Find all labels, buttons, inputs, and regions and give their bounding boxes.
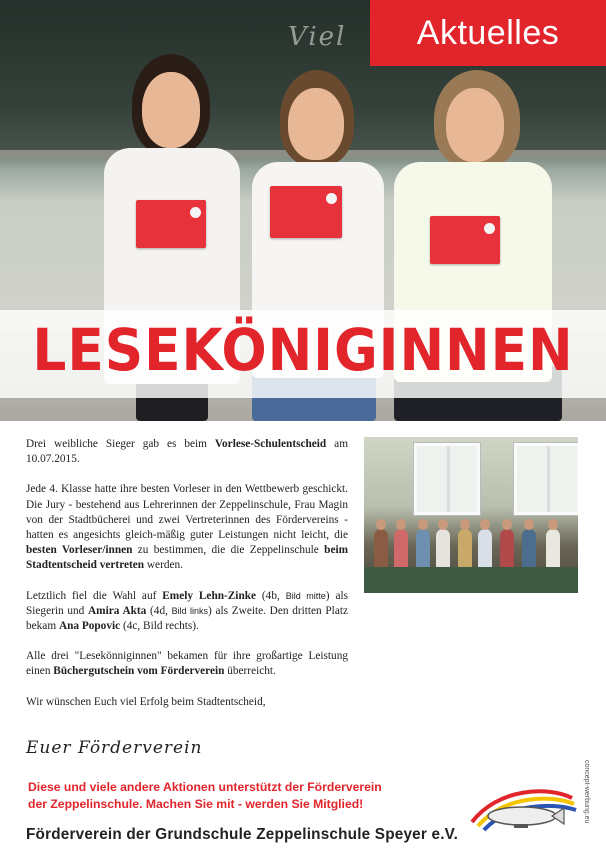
signature: Euer Förderverein [26,738,203,758]
child-figure [458,529,472,569]
child-figure [546,529,560,569]
article-paragraph-5: Wir wünschen Euch viel Erfolg beim Stadtentscheid, [26,695,266,708]
zeppelin-logo [468,782,578,834]
voucher-card-right [430,216,500,264]
section-label: Aktuelles [370,0,606,66]
classroom-floor [364,567,578,593]
child-figure [500,529,514,569]
page-title: LESEKÖNIGINNEN [32,316,574,384]
article-body [26,437,348,725]
membership-appeal [28,779,458,813]
appeal-line-1: Diese und viele andere Aktionen unterstützt der Förderverein [28,780,382,794]
child-figure [478,529,492,569]
article-paragraph-2: Jede 4. Klasse hatte ihre besten Vorleser in den Wettbewerb geschickt. Die Jury - bestehend aus Lehrerinnen der Zeppelinschule, Frau Magin von der Stadtbücherei und zwei Vertreterinnen des Fördervereins - hatten es angesichts gleich-mäßig guter Leistungen nicht leicht, die besten Vorleser/innen zu bestimmen, die die Zeppelinschule beim Stadtentscheid vertreten werden. [26,483,349,572]
child-figure [394,529,408,569]
classroom-photo [364,437,578,593]
window [414,443,480,515]
appeal-line-2: der Zeppelinschule. Machen Sie mit - werden Sie Mitglied! [28,797,364,811]
article-paragraph-1: Drei weibliche Sieger gab es beim Vorlese-Schulentscheid am 10.07.2015. [26,438,348,466]
child-figure [436,529,450,569]
window [514,443,578,515]
chalkboard-writing: Viel [288,22,347,52]
voucher-card-middle [270,186,342,238]
association-name: Förderverein der Grundschule Zeppelinschule Speyer e.V. [26,826,459,843]
article-paragraph-3: Letztlich fiel die Wahl auf Emely Lehn-Zinke (4b, Bild mitte) als Siegerin und Amira Akta (4d, Bild links) als Zweite. Den dritten Platz bekam Ana Popovic (4c, Bild rechts). [26,589,349,633]
designer-credit: concept-werbung.eu [583,760,590,824]
child-figure [416,529,430,569]
voucher-card-left [136,200,206,248]
article-paragraph-4: Alle drei "Lesekönniginnen" bekamen für ihre großartige Leistung einen Büchergutschein vom Förderverein überreicht. [26,650,348,678]
child-figure [374,529,388,569]
child-figure [522,529,536,569]
